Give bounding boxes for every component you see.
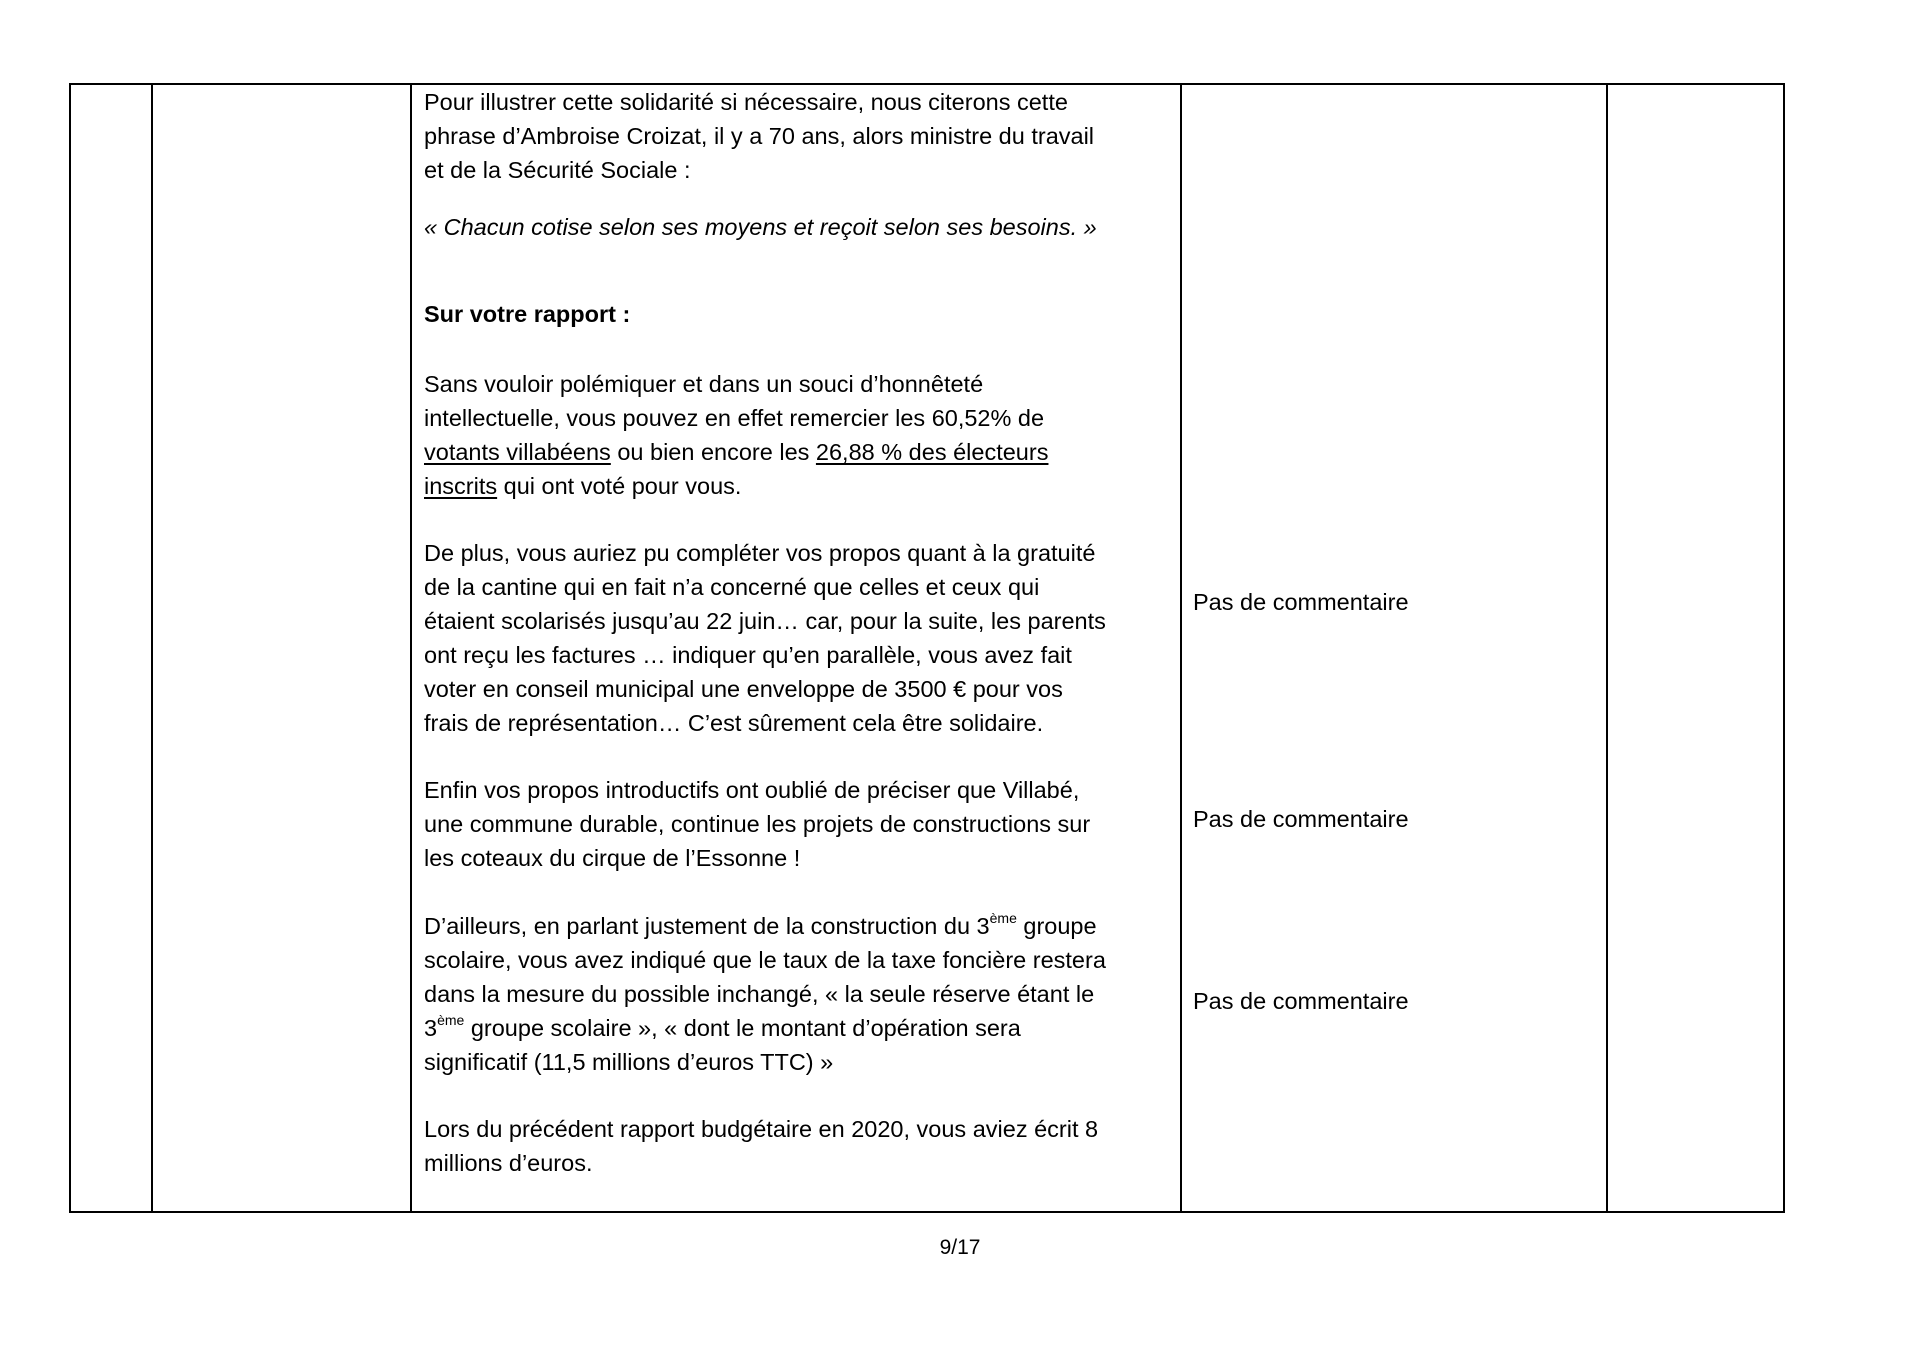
- text-line: phrase d’Ambroise Croizat, il y a 70 ans, alors ministre du travail: [424, 123, 1095, 149]
- text-line: millions d’euros.: [424, 1150, 593, 1176]
- underlined-text: inscrits: [424, 473, 498, 499]
- inline-text: groupe: [1016, 913, 1097, 939]
- text-line: De plus, vous auriez pu compléter vos propos quant à la gratuité: [424, 540, 1096, 566]
- text-line: de la cantine qui en fait n’a concerné que celles et ceux qui: [424, 574, 1040, 600]
- text-line: et de la Sécurité Sociale :: [424, 157, 691, 183]
- text-line: [424, 1011, 1176, 1045]
- text-line: frais de représentation… C’est sûrement cela être solidaire.: [424, 710, 1044, 736]
- text-line: [424, 909, 1176, 943]
- column-divider: [410, 85, 412, 1211]
- text-line: étaient scolarisés jusqu’au 22 juin… car, pour la suite, les parents: [424, 608, 1106, 634]
- comment-cell-text: Pas de commentaire: [1193, 988, 1409, 1014]
- superscript: ème: [989, 910, 1017, 927]
- inline-text: qui ont voté pour vous.: [497, 473, 742, 499]
- inline-text: ou bien encore les: [610, 439, 816, 465]
- heading-text: Sur votre rapport :: [424, 301, 631, 327]
- column-divider: [1606, 85, 1608, 1211]
- paragraph-cantine: [424, 536, 1176, 740]
- paragraph-rapport: [424, 367, 1176, 503]
- paragraph-villabe: [424, 773, 1176, 875]
- underlined-text: votants villabéens: [424, 439, 611, 465]
- comment-cell-text: Pas de commentaire: [1193, 589, 1409, 615]
- inline-text: groupe scolaire », « dont le montant d’opération sera: [464, 1015, 1021, 1041]
- column-divider: [1180, 85, 1182, 1211]
- section-heading: [424, 297, 1176, 331]
- main-text-cell: [424, 85, 1176, 1211]
- text-line: intellectuelle, vous pouvez en effet remercier les 60,52% de: [424, 405, 1045, 431]
- text-line: une commune durable, continue les projets de constructions sur: [424, 811, 1091, 837]
- document-table: [69, 83, 1785, 1213]
- column-divider: [151, 85, 153, 1211]
- text-line: significatif (11,5 millions d’euros TTC) »: [424, 1049, 834, 1075]
- text-line: Sans vouloir polémiquer et dans un souci d’honnêteté: [424, 371, 984, 397]
- inline-text: D’ailleurs, en parlant justement de la construction du 3: [424, 913, 990, 939]
- comment-cell-text: Pas de commentaire: [1193, 806, 1409, 832]
- text-line: Enfin vos propos introductifs ont oublié de préciser que Villabé,: [424, 777, 1080, 803]
- quote: [424, 210, 1176, 244]
- text-line: voter en conseil municipal une enveloppe de 3500 € pour vos: [424, 676, 1063, 702]
- text-line: scolaire, vous avez indiqué que le taux de la taxe foncière restera: [424, 947, 1106, 973]
- text-line: [424, 469, 1176, 503]
- text-line: Lors du précédent rapport budgétaire en 2020, vous aviez écrit 8: [424, 1116, 1099, 1142]
- text-line: les coteaux du cirque de l’Essonne !: [424, 845, 801, 871]
- inline-text: 3: [424, 1015, 438, 1041]
- paragraph-groupe-scolaire: [424, 909, 1176, 1079]
- text-line: ont reçu les factures … indiquer qu’en parallèle, vous avez fait: [424, 642, 1072, 668]
- quote-text: « Chacun cotise selon ses moyens et reçoit selon ses besoins. »: [424, 214, 1097, 240]
- page-number: 9/17: [939, 1236, 981, 1259]
- text-line: dans la mesure du possible inchangé, « la seule réserve étant le: [424, 981, 1095, 1007]
- underlined-text: 26,88 % des électeurs: [815, 439, 1049, 465]
- text-line: Pour illustrer cette solidarité si nécessaire, nous citerons cette: [424, 89, 1068, 115]
- intro-paragraph: [424, 85, 1176, 187]
- superscript: ème: [437, 1012, 465, 1029]
- text-line: [424, 435, 1176, 469]
- paragraph-budget-2020: [424, 1112, 1176, 1180]
